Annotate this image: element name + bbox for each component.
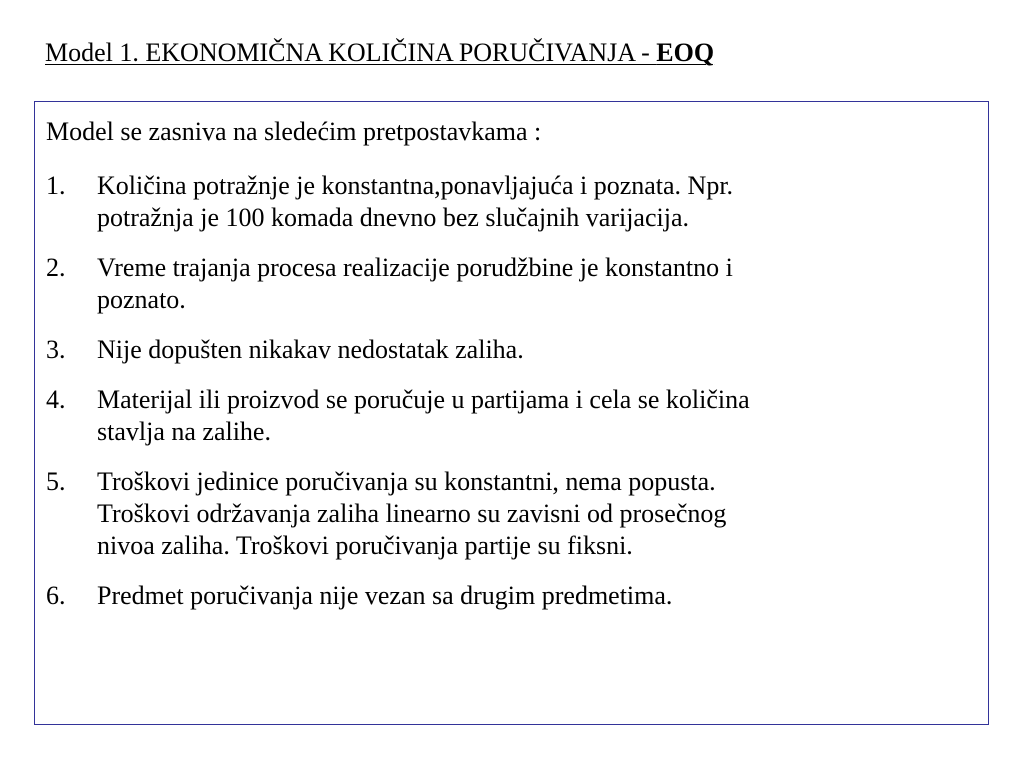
- list-item-line: nivoa zaliha. Troškovi poručivanja partije su fiksni.: [97, 531, 633, 560]
- list-item-number: 3.: [46, 335, 66, 364]
- list-item: [46, 334, 976, 366]
- list-item-number: 1.: [46, 171, 66, 200]
- list-item: [46, 466, 976, 562]
- slide-title-prefix: Model 1. EKONOMIČNA KOLIČINA PORUČIVANJA -: [45, 38, 657, 67]
- intro-text: Model se zasniva na sledećim pretpostavkama :: [46, 117, 542, 146]
- list-item-number: 4.: [46, 385, 66, 414]
- list-item-line: Nije dopušten nikakav nedostatak zaliha.: [97, 335, 524, 364]
- assumptions-list: [46, 170, 976, 630]
- list-item-line: Troškovi održavanja zaliha linearno su zavisni od prosečnog: [97, 499, 727, 528]
- list-item: [46, 170, 976, 234]
- list-item-line: Vreme trajanja procesa realizacije porudžbine je konstantno i: [97, 253, 733, 282]
- list-item-line: Predmet poručivanja nije vezan sa drugim predmetima.: [97, 581, 673, 610]
- content-box: [34, 101, 989, 725]
- list-item-line: Materijal ili proizvod se poručuje u partijama i cela se količina: [97, 385, 750, 414]
- slide-title-emphasis: EOQ: [656, 38, 715, 67]
- list-item-line: Troškovi jedinice poručivanja su konstantni, nema popusta.: [97, 467, 716, 496]
- list-item-number: 6.: [46, 581, 66, 610]
- list-item-line: stavlja na zalihe.: [97, 417, 271, 446]
- list-item: [46, 384, 976, 448]
- list-item-number: 5.: [46, 467, 66, 496]
- list-item: [46, 252, 976, 316]
- list-item: [46, 580, 976, 612]
- slide-title: [45, 38, 714, 68]
- list-item-line: potražnja je 100 komada dnevno bez slučajnih varijacija.: [97, 203, 689, 232]
- list-item-line: poznato.: [97, 285, 186, 314]
- list-item-number: 2.: [46, 253, 66, 282]
- list-item-line: Količina potražnje je konstantna,ponavljajuća i poznata. Npr.: [97, 171, 734, 200]
